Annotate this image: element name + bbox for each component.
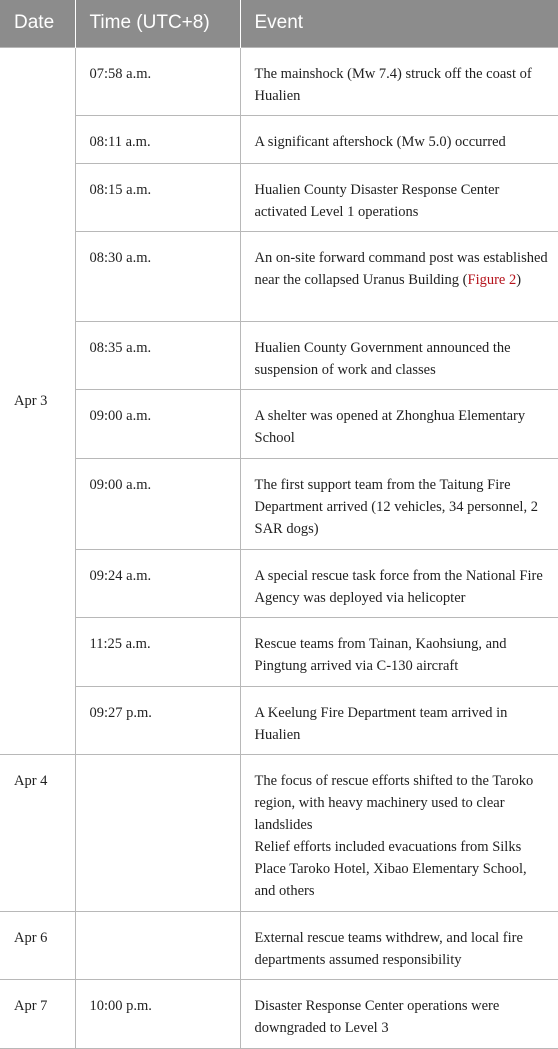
table-row (0, 979, 558, 1048)
table-row (0, 47, 558, 115)
event-cell: Hualien County Disaster Response Center activated Level 1 operations (240, 163, 558, 231)
header-event: Event (240, 0, 558, 47)
time-cell (75, 911, 240, 979)
table-row (0, 911, 558, 979)
event-cell: A significant aftershock (Mw 5.0) occurred (240, 115, 558, 163)
table-row (0, 686, 558, 754)
table-row (0, 321, 558, 389)
table-row (0, 163, 558, 231)
time-cell: 09:27 p.m. (75, 686, 240, 754)
table-row (0, 754, 558, 911)
date-cell: Apr 7 (0, 979, 75, 1048)
table-row (0, 617, 558, 686)
event-cell: Rescue teams from Tainan, Kaohsiung, and Pingtung arrived via C-130 aircraft (240, 617, 558, 686)
event-text-end: ) (516, 271, 522, 288)
time-cell: 09:24 a.m. (75, 549, 240, 617)
date-cell: Apr 6 (0, 911, 75, 979)
table-row (0, 389, 558, 458)
event-cell (240, 231, 558, 321)
table-row (0, 115, 558, 163)
event-line: The focus of rescue efforts shifted to the Taroko region, with heavy machinery used to clear landslides (254, 772, 534, 833)
event-cell: The mainshock (Mw 7.4) struck off the coast of Hualien (240, 47, 558, 115)
figure-2-link[interactable]: Figure 2 (467, 271, 517, 288)
time-cell: 09:00 a.m. (75, 389, 240, 458)
table-row (0, 458, 558, 549)
date-cell: Apr 3 (0, 47, 75, 754)
event-cell: A Keelung Fire Department team arrived in Hualien (240, 686, 558, 754)
time-cell: 07:58 a.m. (75, 47, 240, 115)
header-time: Time (UTC+8) (75, 0, 240, 47)
event-cell: The first support team from the Taitung Fire Department arrived (12 vehicles, 34 personnel, 2 SAR dogs) (240, 458, 558, 549)
event-text: An on-site forward command post was established near the collapsed Uranus Building ( (254, 249, 548, 288)
time-cell (75, 754, 240, 911)
event-cell: External rescue teams withdrew, and local fire departments assumed responsibility (240, 911, 558, 979)
event-cell (240, 754, 558, 911)
time-cell: 09:00 a.m. (75, 458, 240, 549)
event-cell: A shelter was opened at Zhonghua Elementary School (240, 389, 558, 458)
event-cell: A special rescue task force from the National Fire Agency was deployed via helicopter (240, 549, 558, 617)
table-row (0, 549, 558, 617)
time-cell: 08:30 a.m. (75, 231, 240, 321)
time-cell: 08:11 a.m. (75, 115, 240, 163)
header-row (0, 0, 558, 47)
event-line: Relief efforts included evacuations from Silks Place Taroko Hotel, Xibao Elementary School, and others (254, 838, 527, 899)
date-cell: Apr 4 (0, 754, 75, 911)
event-cell: Hualien County Government announced the suspension of work and classes (240, 321, 558, 389)
time-cell: 08:15 a.m. (75, 163, 240, 231)
event-cell: Disaster Response Center operations were downgraded to Level 3 (240, 979, 558, 1048)
time-cell: 08:35 a.m. (75, 321, 240, 389)
header-date: Date (0, 0, 75, 47)
table-row (0, 231, 558, 321)
time-cell: 11:25 a.m. (75, 617, 240, 686)
time-cell: 10:00 p.m. (75, 979, 240, 1048)
